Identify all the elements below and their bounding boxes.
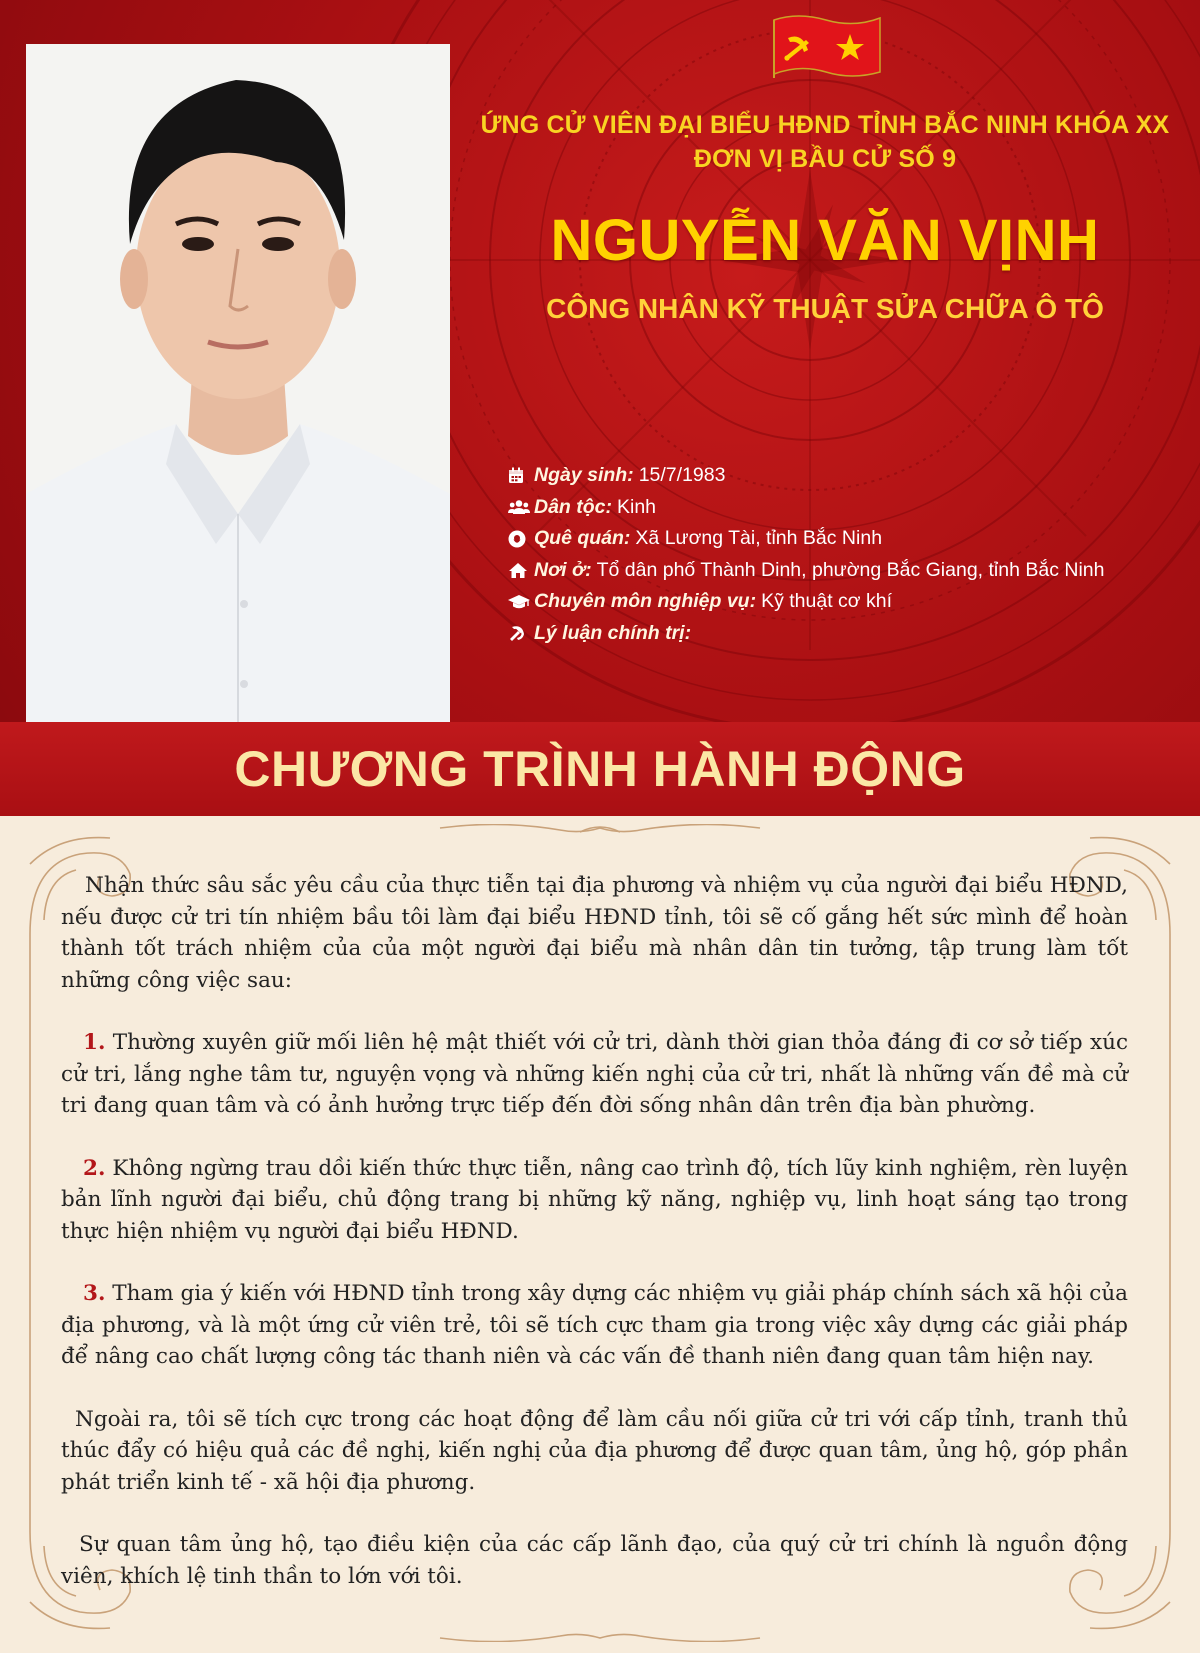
election-subtitle: ỨNG CỬ VIÊN ĐẠI BIỂU HĐND TỈNH BẮC NINH KHÓA XX	[480, 111, 1170, 139]
item-text: Tham gia ý kiến với HĐND tỉnh trong xây dựng các nhiệm vụ giải pháp chính sách xã hội của địa phương, và là một ứng cử viên trẻ, tôi sẽ tích cực tham gia trong việc xây dựng các giải pháp để nâng cao chất lượng công tác thanh niên và các vấn đề thanh niên đang quan tâm hiện nay.	[61, 1281, 1128, 1369]
home-icon	[508, 560, 534, 580]
intro-paragraph: Nhận thức sâu sắc yêu cầu của thực tiễn tại địa phương và nhiệm vụ của người đại biểu HĐND, nếu được cử tri tín nhiệm bầu tôi làm đại biểu HĐND tỉnh, tôi sẽ cố gắng hết sức mình để hoàn thành tốt trách nhiệm của của một người đại biểu mà nhân dân tin tưởng, tập trung làm tốt những công việc sau:	[61, 873, 1128, 993]
candidate-occupation: CÔNG NHÂN KỸ THUẬT SỬA CHỮA Ô TÔ	[546, 293, 1104, 324]
info-specialty	[508, 586, 1198, 618]
people-icon	[508, 497, 534, 517]
section-banner	[0, 722, 1200, 816]
candidate-portrait	[26, 44, 450, 722]
info-label: Lý luận chính trị:	[534, 621, 692, 644]
action-program-title: CHƯƠNG TRÌNH HÀNH ĐỘNG	[234, 741, 966, 797]
info-birthdate	[508, 460, 1198, 492]
candidate-name: NGUYỄN VĂN VỊNH	[550, 208, 1100, 273]
info-value: Tổ dân phố Thành Dinh, phường Bắc Giang, tỉnh Bắc Ninh	[596, 558, 1105, 581]
info-label: Chuyên môn nghiệp vụ:	[534, 590, 757, 613]
info-residence	[508, 555, 1198, 587]
info-value: Kinh	[617, 495, 657, 518]
info-political-theory	[508, 618, 1198, 650]
info-hometown	[508, 523, 1198, 555]
info-label: Ngày sinh:	[534, 464, 634, 487]
hammer-sickle-icon	[508, 623, 534, 643]
title-block	[455, 108, 1195, 326]
info-label: Nơi ở:	[534, 558, 592, 581]
info-label: Dân tộc:	[534, 495, 612, 518]
item-number: 2.	[83, 1155, 106, 1181]
calendar-icon	[508, 466, 534, 486]
action-program-section	[0, 816, 1200, 1653]
item-number: 1.	[83, 1030, 106, 1055]
info-ethnicity	[508, 492, 1198, 524]
item-number: 3.	[83, 1281, 106, 1306]
graduation-cap-icon	[508, 592, 534, 612]
closing-paragraph: Sự quan tâm ủng hộ, tạo điều kiện của các cấp lãnh đạo, của quý cử tri chính là nguồn động viên, khích lệ tinh thần to lớn với tôi.	[61, 1532, 1128, 1589]
program-item-2	[61, 1153, 1128, 1248]
item-text: Không ngừng trau dồi kiến thức thực tiễn, nâng cao trình độ, tích lũy kinh nghiệm, rèn luyện bản lĩnh người đại biểu, chủ động trang bị những kỹ năng, nghiệp vụ, linh hoạt sáng tạo trong thực hiện nhiệm vụ người đại biểu HĐND.	[61, 1155, 1128, 1244]
item-text: Thường xuyên giữ mối liên hệ mật thiết với cử tri, dành thời gian thỏa đáng đi cơ sở tiếp xúc cử tri, lắng nghe tâm tư, nguyện vọng và những kiến nghị của cử tri, nhất là những vấn đề mà cử tri đang quan tâm và có ảnh hưởng trực tiếp đến đời sống nhân dân trên địa bàn phường.	[61, 1030, 1128, 1118]
program-item-3	[61, 1278, 1128, 1373]
party-flag-icon	[768, 12, 886, 82]
info-value: Xã Lương Tài, tỉnh Bắc Ninh	[635, 527, 883, 550]
info-label: Quê quán:	[534, 527, 631, 550]
header-section	[0, 0, 1200, 722]
electoral-unit: ĐƠN VỊ BẦU CỬ SỐ 9	[693, 145, 957, 173]
candidate-info-list	[508, 460, 1198, 649]
info-value: Kỹ thuật cơ khí	[761, 590, 893, 613]
action-program-text	[61, 870, 1128, 1623]
location-pin-icon	[508, 529, 534, 549]
info-value: 15/7/1983	[638, 464, 726, 487]
program-item-1	[61, 1027, 1128, 1122]
extra-paragraph: Ngoài ra, tôi sẽ tích cực trong các hoạt động để làm cầu nối giữa cử tri với cấp tỉnh, tranh thủ thúc đẩy có hiệu quả các đề nghị, kiến nghị của địa phương để được quan tâm, ủng hộ, góp phần phát triển kinh tế - xã hội địa phương.	[61, 1406, 1128, 1495]
